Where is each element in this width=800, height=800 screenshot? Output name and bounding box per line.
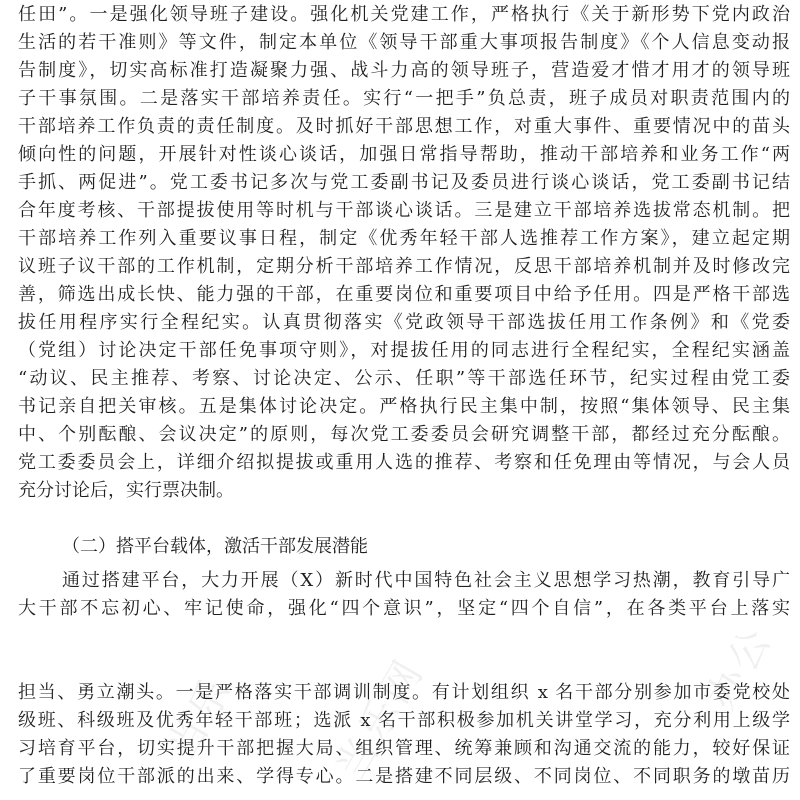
paragraph-line: 级班、科级班及优秀年轻干部班；选派 x 名干部积极参加机关讲堂学习，充分利用上级学 bbox=[18, 710, 790, 731]
paragraph-line: 党工委委员会上，详细介绍拟提拔或重用人选的推荐、考察和任免理由等情况，与会人员 bbox=[18, 452, 790, 473]
paragraph-line: 合年度考核、干部提拔使用等时机与干部谈心谈话。三是建立干部培养选拔常态机制。把 bbox=[18, 200, 790, 221]
paragraph-line: 中、个别酝酿、会议决定”的原则，每次党工委委员会研究调整干部，都经过充分酝酿。 bbox=[18, 424, 790, 445]
paragraph-line: 书记亲自把关审核。五是集体讨论决定。严格执行民主集中制，按照“集体领导、民主集 bbox=[18, 396, 790, 417]
watermark: 办公 bbox=[697, 618, 782, 718]
paragraph-line: 手抓、两促进”。党工委书记多次与党工委副书记及委员进行谈心谈话，党工委副书记结 bbox=[18, 172, 790, 193]
paragraph-line: 担当、勇立潮头。一是严格落实干部调训制度。有计划组织 x 名干部分别参加市委党校处 bbox=[18, 682, 790, 703]
paragraph-line: 了重要岗位干部派的出来、学得专心。二是搭建不同层级、不同岗位、不同职务的墩苗历 bbox=[18, 766, 790, 787]
paragraph-line: 习培育平台，切实提升干部把握大局、组织管理、统筹兼顾和沟通交流的能力，较好保证 bbox=[18, 738, 790, 759]
paragraph-line: 干部培养工作列入重要议事日程，制定《优秀年轻干部人选推荐工作方案》，建立起定期 bbox=[18, 228, 790, 249]
paragraph-line: 善，筛选出成长快、能力强的干部，在重要岗位和重要项目中给予任用。四是严格干部选 bbox=[18, 284, 790, 305]
paragraph-line: “动议、民主推荐、考察、讨论决定、公示、任职”等干部选任环节，纪实过程由党工委 bbox=[18, 368, 790, 389]
paragraph-line: 充分讨论后，实行票决制。 bbox=[18, 480, 234, 501]
paragraph-line: 任田”。一是强化领导班子建设。强化机关党建工作，严格执行《关于新形势下党内政治 bbox=[18, 4, 790, 25]
paragraph-line: 干部培养工作负责的责任制度。及时抓好干部思想工作，对重大事件、重要情况中的苗头 bbox=[18, 116, 790, 137]
watermark: 当乐网 bbox=[327, 650, 434, 788]
section-heading: （二）搭平台载体，激活干部发展潜能 bbox=[62, 536, 368, 557]
watermark: 当乐 bbox=[157, 668, 242, 768]
paragraph-line: 拔任用程序实行全程纪实。认真贯彻落实《党政领导干部选拔任用工作条例》和《党委 bbox=[18, 312, 790, 333]
paragraph-line: 议班子议干部的工作机制，定期分析干部培养工作情况，反思干部培养机制并及时修改完 bbox=[18, 256, 790, 277]
paragraph-line: 子干事氛围。二是落实干部培养责任。实行“一把手”负总责，班子成员对职责范围内的 bbox=[18, 88, 790, 109]
paragraph-line: （党组）讨论决定干部任免事项守则》，对提拔任用的同志进行全程纪实，全程纪实涵盖 bbox=[18, 340, 790, 361]
paragraph-line: 通过搭建平台，大力开展（X）新时代中国特色社会主义思想学习热潮，教育引导广 bbox=[62, 570, 790, 591]
paragraph-line: 倾向性的问题，开展针对性谈心谈话，加强日常指导帮助，推动干部培养和业务工作“两 bbox=[18, 144, 790, 165]
paragraph-line: 告制度》，切实高标准打造凝聚力强、战斗力高的领导班子，营造爱才惜才用才的领导班 bbox=[18, 60, 790, 81]
paragraph-line: 大干部不忘初心、牢记使命，强化“四个意识”，坚定“四个自信”，在各类平台上落实 bbox=[18, 598, 790, 619]
paragraph-line: 生活的若干准则》等文件，制定本单位《领导干部重大事项报告制度》《个人信息变动报 bbox=[18, 32, 790, 53]
